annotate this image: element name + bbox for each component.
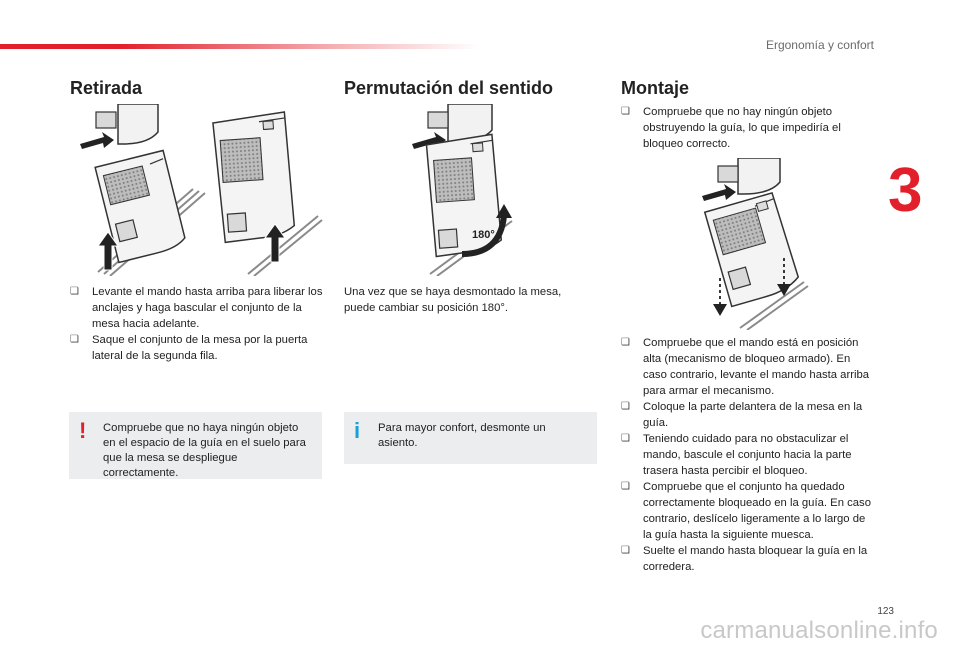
info-box bbox=[344, 412, 597, 464]
checkbox-bullet-icon: ❏ bbox=[70, 286, 79, 297]
list-item bbox=[621, 335, 871, 399]
header-accent-bar bbox=[0, 44, 480, 49]
list-item bbox=[70, 284, 328, 332]
bullet-text: Suelte el mando hasta bloquear la guía en la corredera. bbox=[643, 545, 868, 573]
exclamation-icon: ! bbox=[79, 418, 87, 443]
checkbox-bullet-icon: ❏ bbox=[621, 545, 630, 556]
montaje-top-bullets bbox=[621, 104, 861, 152]
warning-text: Compruebe que no haya ningún objeto en el espacio de la guía en el suelo para que la mesa se despliegue correctamente. bbox=[103, 422, 306, 479]
retirada-illustration bbox=[78, 104, 323, 276]
info-text: Para mayor confort, desmonte un asiento. bbox=[378, 422, 546, 449]
info-icon: i bbox=[354, 418, 361, 443]
checkbox-bullet-icon: ❏ bbox=[621, 433, 630, 444]
chapter-number: 3 bbox=[888, 156, 923, 225]
checkbox-bullet-icon: ❏ bbox=[621, 481, 630, 492]
list-item bbox=[621, 104, 861, 152]
checkbox-bullet-icon: ❏ bbox=[621, 337, 630, 348]
bullet-text: Compruebe que el mando está en posición alta (mecanismo de bloqueo armado). En caso contrario, levante el mando hasta arriba para armar el mecanismo. bbox=[643, 337, 870, 397]
permutacion-paragraph: Una vez que se haya desmontado la mesa, puede cambiar su posición 180°. bbox=[344, 286, 562, 314]
permutacion-illustration bbox=[410, 104, 520, 276]
list-item bbox=[621, 543, 871, 575]
montaje-bottom-bullets bbox=[621, 335, 871, 575]
bullet-text: Saque el conjunto de la mesa por la puerta lateral de la segunda fila. bbox=[92, 334, 308, 362]
checkbox-bullet-icon: ❏ bbox=[621, 401, 630, 412]
permutacion-title: Permutación del sentido bbox=[344, 78, 554, 98]
watermark: carmanualsonline.info bbox=[700, 617, 938, 644]
bullet-text: Teniendo cuidado para no obstaculizar el mando, bascule el conjunto hacia la parte trasera hasta percibir el bloqueo. bbox=[643, 433, 852, 477]
montaje-illustration bbox=[700, 158, 810, 330]
list-item bbox=[70, 332, 328, 364]
list-item bbox=[621, 431, 871, 479]
warning-box bbox=[69, 412, 322, 479]
checkbox-bullet-icon: ❏ bbox=[621, 106, 630, 117]
page-number: 123 bbox=[877, 606, 894, 617]
checkbox-bullet-icon: ❏ bbox=[70, 334, 79, 345]
list-item bbox=[621, 399, 871, 431]
montaje-title: Montaje bbox=[621, 78, 690, 98]
bullet-text: Levante el mando hasta arriba para liberar los anclajes y haga bascular el conjunto de la mesa hacia adelante. bbox=[92, 286, 323, 330]
retirada-title: Retirada bbox=[70, 78, 143, 98]
list-item bbox=[621, 479, 871, 543]
section-title: Ergonomía y confort bbox=[765, 38, 874, 52]
bullet-text: Compruebe que el conjunto ha quedado correctamente bloqueado en la guía. En caso contrario, deslícelo ligeramente a lo largo de la guía hasta la siguiente muesca. bbox=[643, 481, 871, 541]
retirada-bullets bbox=[70, 284, 328, 364]
bullet-text: Compruebe que no hay ningún objeto obstruyendo la guía, lo que impediría el bloqueo correcto. bbox=[643, 106, 841, 150]
rotation-label: 180° bbox=[472, 229, 495, 241]
bullet-text: Coloque la parte delantera de la mesa en la guía. bbox=[643, 401, 863, 429]
